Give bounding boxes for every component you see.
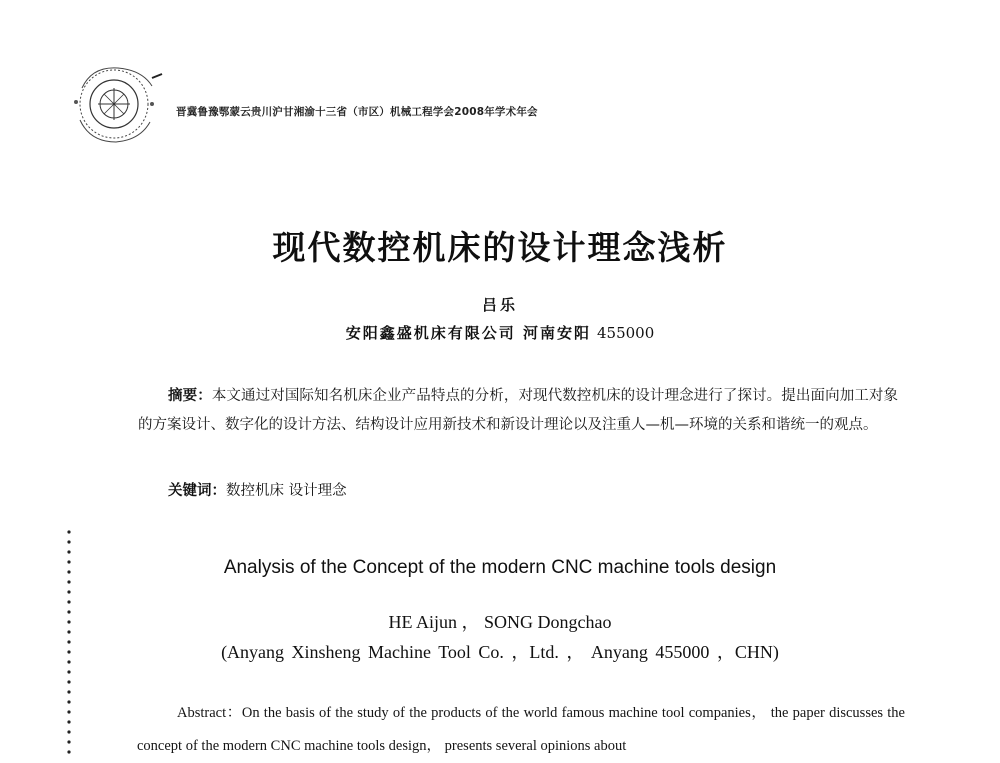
page-title: 现代数控机床的设计理念浅析 [272, 228, 728, 267]
society-emblem-icon [68, 58, 164, 150]
en-abstract-label: Abstract： [177, 705, 242, 721]
affiliation-name: 安阳鑫盛机床有限公司 河南安阳 [345, 324, 591, 342]
en-abstract-text: On the basis of the study of the products of the world famous machine tool companies， the paper discusses the concept of the modern CNC machine tools design， presents several opinions about [137, 705, 905, 754]
cn-keywords-label: 关键词： [168, 483, 226, 499]
cn-keywords-text: 数控机床 设计理念 [226, 483, 347, 499]
english-authors: HE Aijun ， SONG Dongchao [388, 612, 612, 632]
english-abstract [137, 697, 905, 763]
conference-header: 晋冀鲁豫鄂蒙云贵川沪甘湘渝十三省（市区）机械工程学会2008年学术年会 [176, 106, 538, 118]
cn-abstract-text: 本文通过对国际知名机床企业产品特点的分析，对现代数控机床的设计理念进行了探讨。提出面向加工对象的方案设计、数字化的设计方法、结构设计应用新技术和新设计理论以及注重人—机—环境的关系和谐统一的观点。 [138, 388, 899, 433]
affiliation-zip: 455000 [596, 324, 655, 342]
cn-abstract-label: 摘要： [168, 388, 212, 404]
cn-keywords [168, 479, 347, 500]
author-affiliation [0, 322, 1000, 343]
author-name: 吕乐 [481, 296, 518, 314]
english-title: Analysis of the Concept of the modern CNC machine tools design [223, 557, 777, 578]
cn-abstract [138, 382, 898, 440]
english-affiliation: (Anyang Xinsheng Machine Tool Co. ，Ltd. ， Anyang 455000 ，CHN) [221, 642, 779, 662]
